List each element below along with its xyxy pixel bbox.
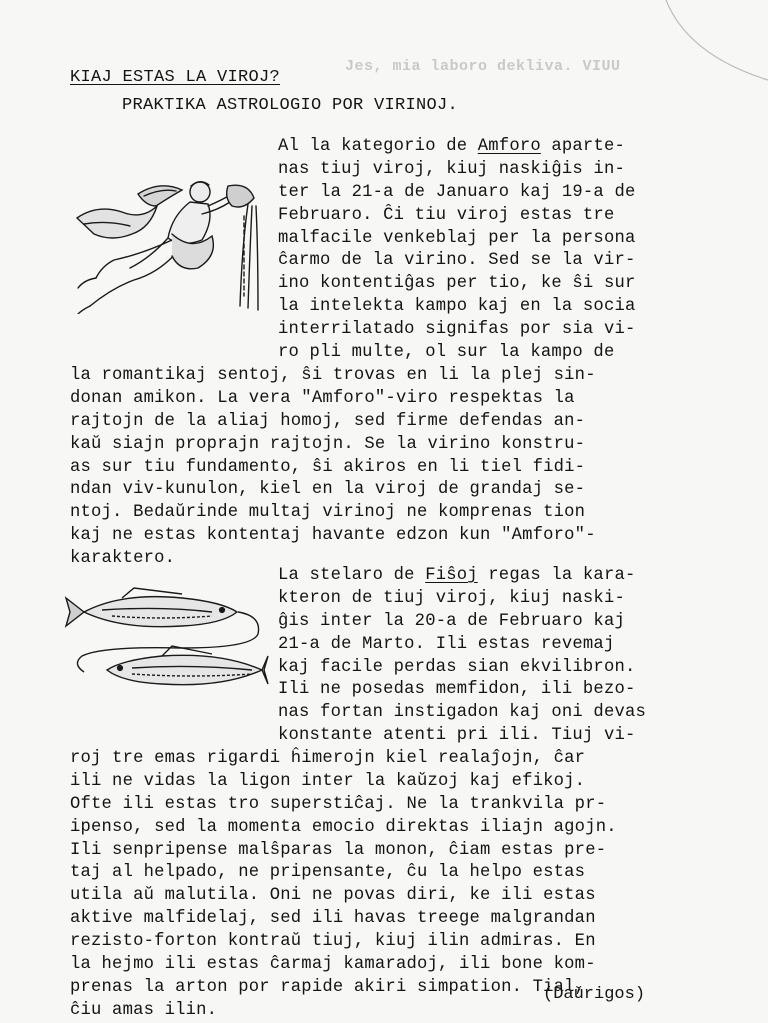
sign-name-fisoj: Fiŝoj	[425, 566, 478, 585]
text-line: Ofte ili estas tro superstiĉaj. Ne la trankvila pr-	[70, 794, 607, 814]
text-line: taj al helpado, ne pripensante, ĉu la helpo estas	[70, 863, 586, 883]
text-line: ili ne vidas la ligon inter la kaŭzoj kaj efikoj.	[70, 771, 586, 791]
fisoj-body-block	[70, 748, 617, 1023]
text-line: La stelaro de Fiŝoj regas la kara-	[278, 566, 636, 585]
text-line: Ili ne posedas memfidon, ili bezo-	[278, 680, 636, 700]
text-line: nas tiuj viroj, kiuj naskiĝis in-	[278, 159, 625, 179]
text-line: karaktero.	[70, 549, 176, 569]
article-title: KIAJ ESTAS LA VIROJ?	[70, 68, 281, 87]
text-line: Ili senpripense malŝparas la monon, ĉiam estas pre-	[70, 840, 607, 860]
text-line: Februaro. Ĉi tiu viroj estas tre	[278, 205, 615, 225]
text-line: prenas la arton por rapide akiri simpation. Tial,	[70, 977, 586, 997]
text-line: donan amikon. La vera "Amforo"-viro respektas la	[70, 388, 575, 408]
text-line: aktive malfidelaj, sed ili havas treege malgrandan	[70, 909, 596, 929]
signature-continued: (Daŭrigos)	[543, 985, 646, 1004]
text-line: ĝis inter la 20-a de Februaro kaj	[278, 611, 625, 631]
text-line: kteron de tiuj viroj, kiuj naski-	[278, 588, 625, 608]
fish-icon	[62, 586, 272, 696]
text-line: la intelekta kampo kaj en la socia	[278, 297, 636, 317]
sign-name-amforo: Amforo	[477, 137, 541, 156]
text-line: rezisto-forton kontraŭ tiuj, kiuj ilin admiras. En	[70, 932, 596, 952]
text-line: ro pli multe, ol sur la kampo de	[278, 343, 615, 363]
amforo-body-block	[70, 365, 596, 571]
text-line: utila aŭ malutila. Oni ne povas diri, ke ili estas	[70, 886, 596, 906]
article-subtitle: PRAKTIKA ASTROLOGIO POR VIRINOJ.	[122, 96, 459, 115]
text-line: ntoj. Bedaŭrinde multaj virinoj ne komprenas tion	[70, 503, 586, 523]
text-line: ndan viv-kunulon, kiel en la viroj de grandaj se-	[70, 480, 586, 500]
text-line: kaŭ siajn proprajn rajtojn. Se la virino konstru-	[70, 434, 586, 454]
text-line: la romantikaj sentoj, ŝi trovas en li la plej sin-	[70, 366, 596, 385]
text-line: ĉarmo de la virino. Sed se la vir-	[278, 251, 636, 271]
bleed-through-text: Jes, mia laboro dekliva. VIUU	[345, 58, 621, 75]
water-bearer-icon	[72, 176, 267, 314]
page-corner-mark	[628, 0, 768, 90]
text-line: ĉiu amas ilin.	[70, 1000, 218, 1020]
text-line: ipenso, sed la momenta emocio direktas iliajn agojn.	[70, 817, 617, 837]
text-line: roj tre emas rigardi ĥimerojn kiel realaĵojn, ĉar	[70, 749, 586, 768]
text-line: nas fortan instigadon kaj oni devas	[278, 703, 646, 723]
text-line: interrilatado signifas por sia vi-	[278, 320, 636, 340]
text-line: rajtojn de la aliaj homoj, sed firme defendas an-	[70, 411, 586, 431]
amforo-intro-block	[278, 136, 635, 365]
text-line: la hejmo ili estas ĉarmaj kamaradoj, ili bone kom-	[70, 955, 596, 975]
text-line: ter la 21-a de Januaro kaj 19-a de	[278, 182, 636, 202]
fisoj-intro-block	[278, 565, 646, 748]
text-line: malfacile venkeblaj per la persona	[278, 228, 636, 248]
text-line: konstante atenti pri ili. Tiuj vi-	[278, 726, 636, 746]
text-line: kaj facile perdas sian ekvilibron.	[278, 657, 636, 677]
text-line: kaj ne estas kontentaj havante edzon kun "Amforo"-	[70, 526, 596, 546]
text-line: Al la kategorio de Amforo aparte-	[278, 137, 625, 156]
text-line: as sur tiu fundamento, ŝi akiros en li tiel fidi-	[70, 457, 586, 477]
text-line: 21-a de Marto. Ili estas revemaj	[278, 634, 615, 654]
text-line: ino kontentiĝas per tio, ke ŝi sur	[278, 274, 636, 294]
